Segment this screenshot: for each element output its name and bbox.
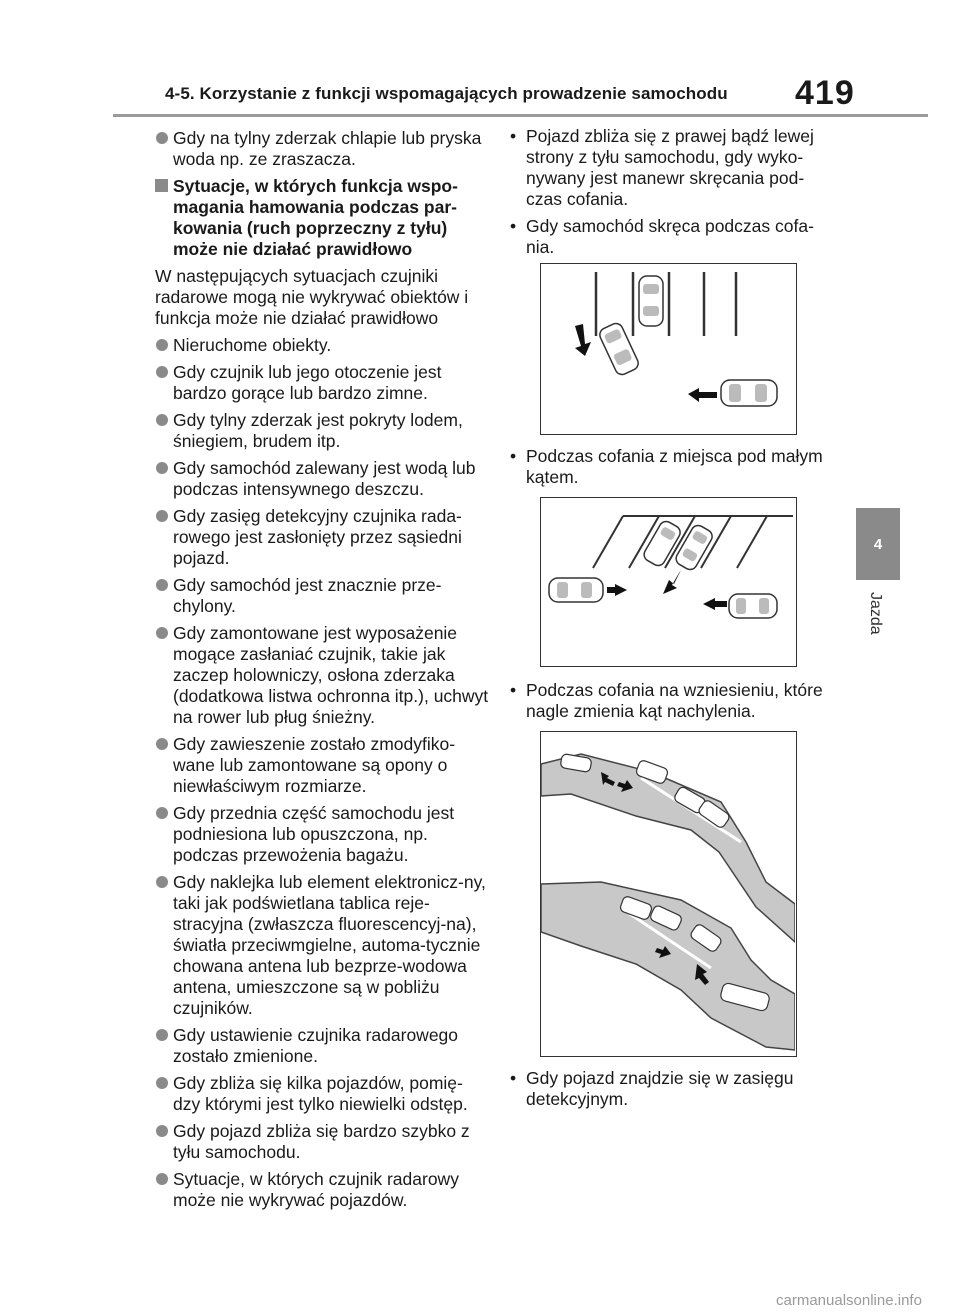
list-item: Gdy przednia część samochodu jest podniesiona lub opuszczona, np. podczas przewożenia bagażu. [155,803,490,866]
list-item: Gdy pojazd zbliża się bardzo szybko z tyłu samochodu. [155,1121,490,1163]
list-item: Gdy zasięg detekcyjny czujnika rada-rowego jest zasłonięty przez sąsiedni pojazd. [155,506,490,569]
section-heading: Sytuacje, w których funkcja wspo-magania hamowania podczas par-kowania (ruch poprzeczny z tyłu) może nie działać prawidłowo [155,176,490,260]
list-item: Gdy czujnik lub jego otoczenie jest bardzo gorące lub bardzo zimne. [155,362,490,404]
arrow-left-icon [703,598,727,610]
list-item: Nieruchome obiekty. [155,335,490,356]
left-column [155,128,490,1217]
right-column-slope [508,680,838,728]
watermark: carmanualsonline.info [776,1292,922,1309]
parked-car-icon [639,276,663,326]
page-number: 419 [795,74,855,112]
list-item: Gdy zawieszenie zostało zmodyfiko-wane lub zamontowane są opony o niewłaściwym rozmiarze. [155,734,490,797]
arrow-diagonal-icon [663,570,681,594]
list-item: Gdy samochód jest znacznie prze-chylony. [155,575,490,617]
list-item: Sytuacje, w których czujnik radarowy może nie wykrywać pojazdów. [155,1169,490,1211]
right-column-angle [508,446,838,494]
right-column-range [508,1068,838,1116]
list-item: Gdy zbliża się kilka pojazdów, pomię-dzy którymi jest tylko niewielki odstęp. [155,1073,490,1115]
bullet-item: • Pojazd zbliża się z prawej bądź lewej strony z tyłu samochodu, gdy wyko-nywany jest manewr skręcania pod-czas cofania. [508,126,838,210]
list-item: Gdy samochód zalewany jest wodą lub podczas intensywnego deszczu. [155,458,490,500]
intro-paragraph: W następujących sytuacjach czujniki radarowe mogą nie wykrywać obiektów i funkcja może nie działać prawidłowo [155,266,469,328]
figure-slope [540,731,797,1057]
bullet-item: • Gdy samochód skręca podczas cofa-nia. [508,216,838,258]
list-item: Gdy ustawienie czujnika radarowego zostało zmienione. [155,1025,490,1067]
header-rule [113,114,928,117]
bullet-item: • Podczas cofania z miejsca pod małym kątem. [508,446,838,488]
arrow-left-icon [688,388,717,402]
list-item: Gdy zamontowane jest wyposażenie mogące zasłaniać czujnik, takie jak zaczep holowniczy, osłona zderzaka (dodatkowa listwa ochronna itp.), uchwyt na rower lub pług śnieżny. [155,623,490,728]
chapter-tab-number: 4 [856,508,900,580]
arrow-down-icon [575,324,591,356]
bullet-item: • Podczas cofania na wzniesieniu, które nagle zmienia kąt nachylenia. [508,680,838,722]
chapter-title: 4-5. Korzystanie z funkcji wspomagających prowadzenie samochodu [165,84,728,103]
chapter-tab-label: Jazda [867,592,884,635]
figure-turning-reverse [540,263,797,435]
arrow-right-icon [607,584,627,596]
left-car-icon [549,578,603,602]
approaching-car-icon [721,380,777,406]
figure-angled-parking [540,497,797,667]
list-item: Gdy tylny zderzak jest pokryty lodem, śniegiem, brudem itp. [155,410,490,452]
right-car-icon [729,594,777,618]
right-column-top [508,126,838,264]
list-item: Gdy na tylny zderzak chlapie lub pryska woda np. ze zraszacza. [155,128,490,170]
list-item: Gdy naklejka lub element elektronicz-ny, taki jak podświetlana tablica reje-stracyjna (zwłaszcza fluorescencyj-na), światła przeciwmgielne, automa-tycznie chowana antena lub bezprze-wodowa antena, umieszczone są w pobliżu czujników. [155,872,490,1019]
bullet-item: • Gdy pojazd znajdzie się w zasięgu detekcyjnym. [508,1068,838,1110]
